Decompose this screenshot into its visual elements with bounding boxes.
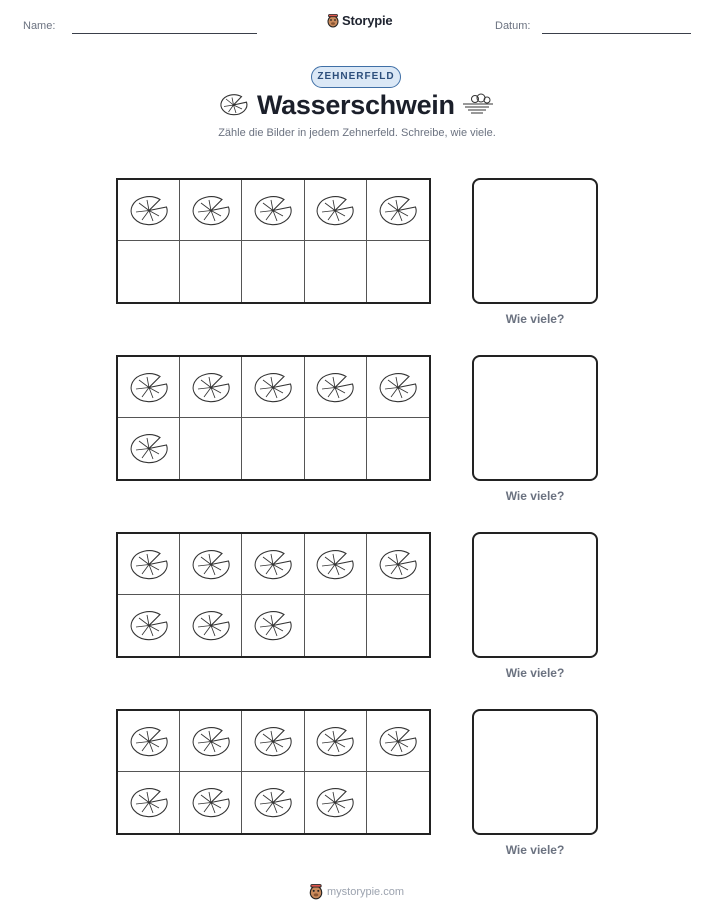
lily-pad-icon [315,726,355,757]
frame-cell [242,595,304,656]
frame-cell [180,711,242,772]
frame-cell [118,357,180,418]
frame-cell [305,241,367,302]
lily-pad-icon [315,195,355,226]
frame-cell [180,357,242,418]
frame-cell [242,180,304,241]
frame-cell [242,711,304,772]
lily-pad-icon [315,549,355,580]
frame-cell [180,241,242,302]
category-badge: ZEHNERFELD [311,66,401,88]
frame-cell [367,772,429,833]
lily-pad-icon [378,372,418,403]
lily-pad-icon [378,726,418,757]
lily-pad-icon [253,787,293,818]
lily-pad-icon [191,195,231,226]
frame-cell [180,418,242,479]
lily-pad-icon [191,726,231,757]
name-line[interactable] [72,33,257,34]
frame-cell [305,711,367,772]
pond-icon [459,92,495,116]
frame-cell [367,534,429,595]
lily-pad-icon [191,610,231,641]
frame-cell [367,357,429,418]
page-title: Wasserschwein [257,90,455,120]
frame-cell [118,241,180,302]
lily-pad-icon [129,195,169,226]
instructions: Zähle die Bilder in jedem Zehnerfeld. Schreibe, wie viele. [218,127,496,139]
lily-pad-icon [218,93,249,117]
frame-cell [305,534,367,595]
how-many-label-1: Wie viele? [505,312,565,326]
capybara-logo-icon [309,884,323,900]
lily-pad-icon [253,610,293,641]
lily-pad-icon [191,787,231,818]
frame-cell [118,180,180,241]
frame-cell [367,595,429,656]
frame-cell [180,772,242,833]
lily-pad-icon [129,433,169,464]
ten-frame-4 [116,709,431,835]
lily-pad-icon [129,372,169,403]
frame-cell [242,241,304,302]
how-many-label-3: Wie viele? [505,666,565,680]
answer-box-4[interactable] [472,709,598,835]
lily-pad-icon [129,726,169,757]
frame-cell [367,711,429,772]
lily-pad-icon [129,787,169,818]
ten-frame-2 [116,355,431,481]
frame-cell [118,772,180,833]
frame-cell [180,595,242,656]
frame-cell [118,711,180,772]
lily-pad-icon [253,549,293,580]
ten-frame-1 [116,178,431,304]
answer-box-2[interactable] [472,355,598,481]
lily-pad-icon [191,549,231,580]
frame-cell [367,418,429,479]
lily-pad-icon [253,372,293,403]
date-label: Datum: [495,20,531,32]
frame-cell [305,772,367,833]
ten-frame-3 [116,532,431,658]
frame-cell [242,357,304,418]
lily-pad-icon [378,549,418,580]
capybara-logo-icon [327,14,339,28]
how-many-label-4: Wie viele? [505,843,565,857]
lily-pad-icon [378,195,418,226]
lily-pad-icon [253,726,293,757]
frame-cell [305,595,367,656]
how-many-label-2: Wie viele? [505,489,565,503]
name-label: Name: [23,20,56,32]
footer [309,884,404,900]
frame-cell [367,180,429,241]
frame-cell [305,180,367,241]
frame-cell [180,180,242,241]
lily-pad-icon [315,787,355,818]
frame-cell [242,772,304,833]
frame-cell [305,418,367,479]
lily-pad-icon [129,549,169,580]
frame-cell [118,534,180,595]
frame-cell [305,357,367,418]
lily-pad-icon [129,610,169,641]
frame-cell [118,595,180,656]
brand-name: Storypie [342,13,393,28]
frame-cell [367,241,429,302]
lily-pad-icon [315,372,355,403]
brand-logo [327,13,392,28]
lily-pad-icon [191,372,231,403]
lily-pad-icon [253,195,293,226]
answer-box-1[interactable] [472,178,598,304]
date-line[interactable] [542,33,691,34]
frame-cell [180,534,242,595]
answer-box-3[interactable] [472,532,598,658]
frame-cell [242,418,304,479]
frame-cell [118,418,180,479]
footer-url: mystorypie.com [327,886,405,898]
frame-cell [242,534,304,595]
